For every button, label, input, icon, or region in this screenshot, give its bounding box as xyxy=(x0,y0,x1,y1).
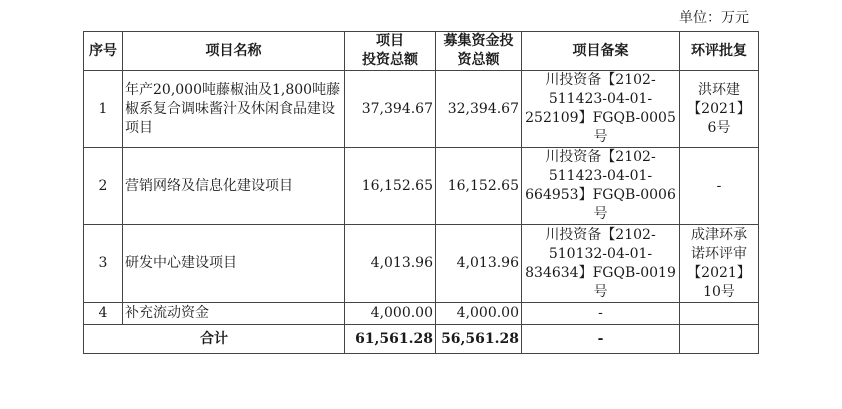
total-row xyxy=(84,325,759,354)
row-name: 补充流动资金 xyxy=(123,303,345,325)
header-no: 序号 xyxy=(84,32,123,71)
row-env: 成津环承 诺环评审 【2021】 10号 xyxy=(680,225,759,303)
row-filing: 川投资备【2102- 510132-04-01- 834634】FGQB-0019 号 xyxy=(522,225,680,303)
header-filing: 项目备案 xyxy=(522,32,680,71)
row-total: 4,013.96 xyxy=(345,225,436,303)
table-row xyxy=(84,148,759,225)
row-no: 1 xyxy=(84,71,123,148)
row-name: 研发中心建设项目 xyxy=(123,225,345,303)
row-env: 洪环建 【2021】 6号 xyxy=(680,71,759,148)
row-raised: 4,013.96 xyxy=(436,225,522,303)
row-total: 16,152.65 xyxy=(345,148,436,225)
row-filing: 川投资备【2102- 511423-04-01- 664953】FGQB-0006 号 xyxy=(522,148,680,225)
header-env: 环评批复 xyxy=(680,32,759,71)
row-no: 3 xyxy=(84,225,123,303)
total-total: 61,561.28 xyxy=(345,325,436,354)
table-row xyxy=(84,225,759,303)
row-total: 4,000.00 xyxy=(345,303,436,325)
projects-table xyxy=(83,31,759,354)
total-raised: 56,561.28 xyxy=(436,325,522,354)
row-raised: 16,152.65 xyxy=(436,148,522,225)
total-filing: - xyxy=(522,325,680,354)
row-total: 37,394.67 xyxy=(345,71,436,148)
row-name: 营销网络及信息化建设项目 xyxy=(123,148,345,225)
row-no: 4 xyxy=(84,303,123,325)
row-name: 年产20,000吨藤椒油及1,800吨藤椒系复合调味酱汁及休闲食品建设项目 xyxy=(123,71,345,148)
total-label: 合计 xyxy=(84,325,345,354)
header-row xyxy=(84,32,759,71)
row-env xyxy=(680,303,759,325)
unit-label: 单位：万元 xyxy=(679,10,749,26)
header-raised: 募集资金投 资总额 xyxy=(436,32,522,71)
row-env: - xyxy=(680,148,759,225)
table-row xyxy=(84,71,759,148)
row-filing: - xyxy=(522,303,680,325)
header-total: 项目 投资总额 xyxy=(345,32,436,71)
row-no: 2 xyxy=(84,148,123,225)
row-raised: 32,394.67 xyxy=(436,71,522,148)
table-row xyxy=(84,303,759,325)
total-env xyxy=(680,325,759,354)
row-filing: 川投资备【2102- 511423-04-01- 252109】FGQB-0005 号 xyxy=(522,71,680,148)
header-name: 项目名称 xyxy=(123,32,345,71)
row-raised: 4,000.00 xyxy=(436,303,522,325)
